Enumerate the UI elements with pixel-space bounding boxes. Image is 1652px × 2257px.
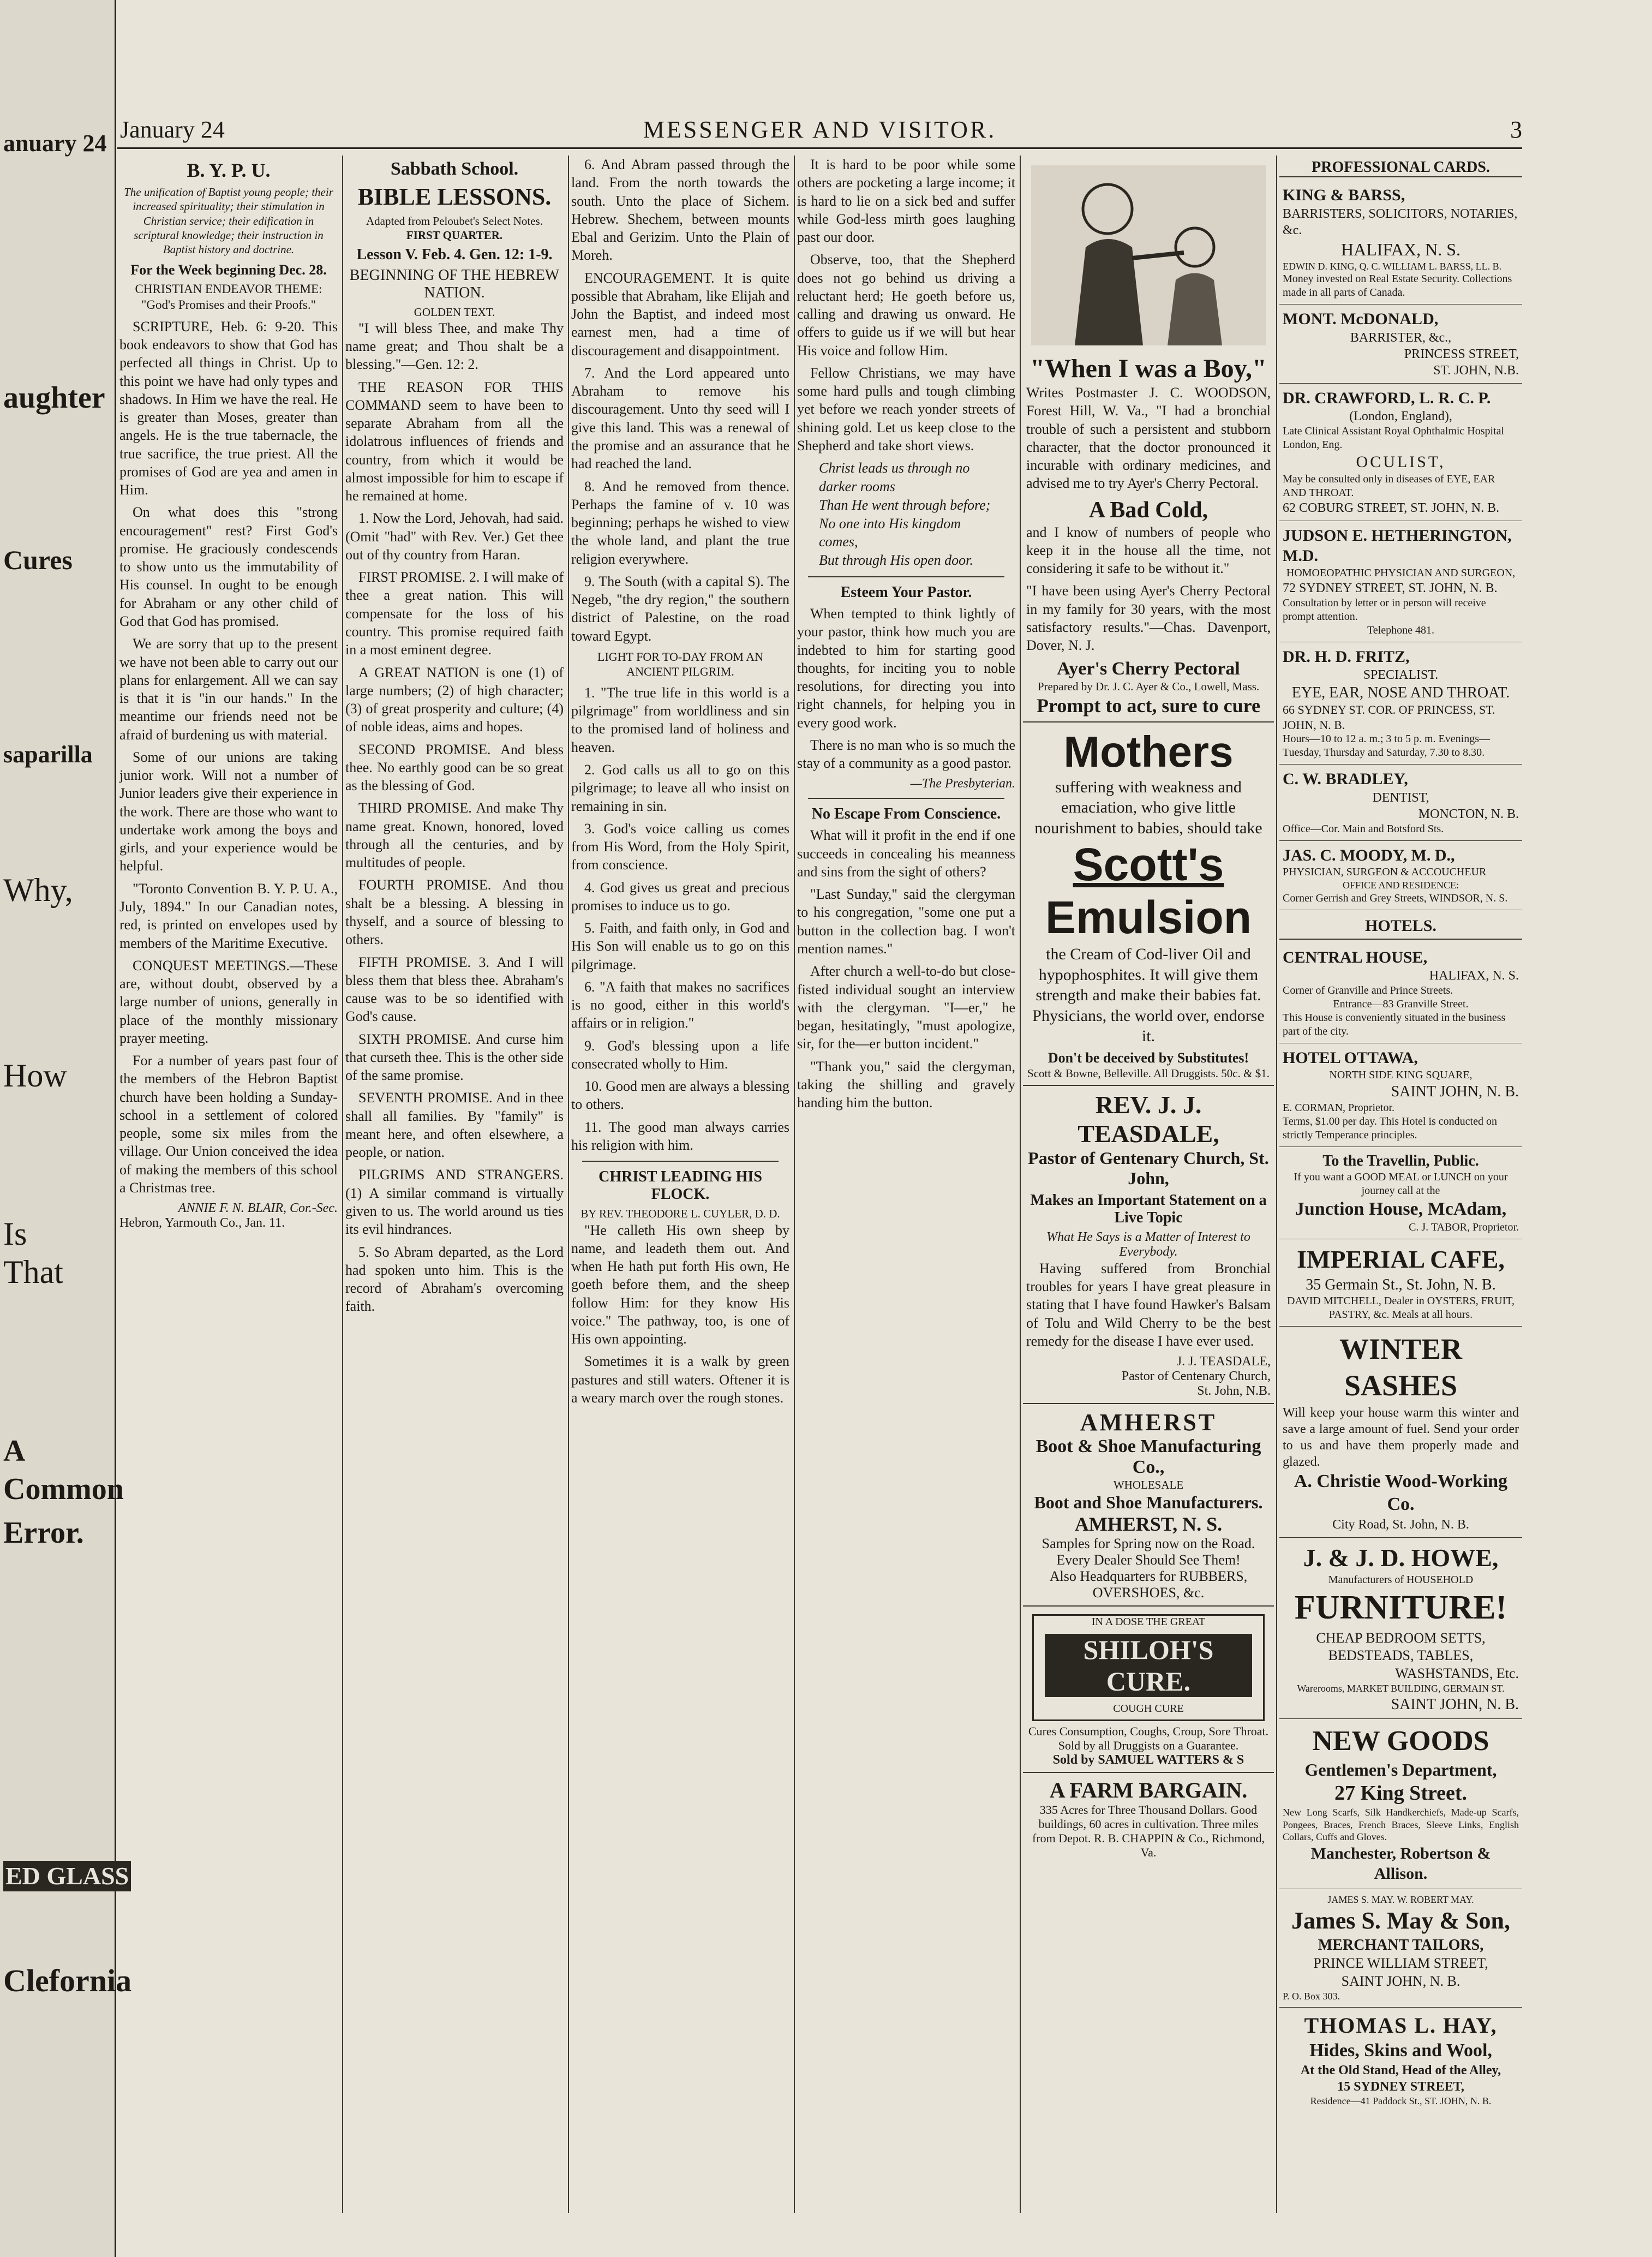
light-item: 9. God's blessing upon a life consecrated wholly to Him. bbox=[571, 1037, 789, 1072]
card-new-goods bbox=[1279, 1719, 1522, 1889]
furniture-heading: FURNITURE! bbox=[1294, 1589, 1507, 1626]
card-line: Consultation by letter or in person will receive prompt attention. bbox=[1283, 596, 1486, 623]
doctor-boy-illustration bbox=[1031, 165, 1266, 345]
king-street: 27 King Street. bbox=[1334, 1781, 1468, 1805]
header-title: MESSENGER AND VISITOR. bbox=[643, 116, 997, 143]
ayer-tagline: Prompt to act, sure to cure bbox=[1037, 694, 1260, 716]
bypu-paragraph: For a number of years past four of the members of the Hebron Baptist church have been holding a Sunday-school in a settlement of colored people, some six miles from the village. Our Union conceived the idea of making the members of this school a Christmas tree. bbox=[119, 1053, 338, 1196]
column-rule bbox=[568, 156, 569, 2213]
card-line: DENTIST, bbox=[1372, 790, 1429, 805]
hotel-line: E. CORMAN, Proprietor. bbox=[1283, 1101, 1394, 1114]
card-hay bbox=[1279, 2008, 1522, 2112]
column-rule bbox=[1276, 156, 1277, 2213]
card-line: Late Clinical Assistant Royal Ophthalmic Hospital London, Eng. bbox=[1283, 425, 1505, 451]
column-rule bbox=[794, 156, 795, 2213]
ayer-headline: "When I was a Boy," bbox=[1030, 354, 1267, 383]
verse-line: Than He went through before; bbox=[819, 497, 991, 513]
card-crawford bbox=[1279, 384, 1522, 521]
hotel-line: Entrance—83 Granville Street. bbox=[1333, 998, 1469, 1010]
divider bbox=[808, 576, 1004, 577]
ayer-maker: Prepared by Dr. J. C. Ayer & Co., Lowell, Mass. bbox=[1037, 680, 1260, 694]
card-line: HOMOEOPATHIC PHYSICIAN AND SURGEON, bbox=[1286, 566, 1516, 579]
teasdale-ad bbox=[1023, 1086, 1274, 1404]
card-howe-furniture bbox=[1279, 1538, 1522, 1719]
conscience-paragraph: What will it profit in the end if one succeeds in concealing his meanness and sins from the sight of others? bbox=[797, 827, 1015, 880]
flock-byline: BY REV. THEODORE L. CUYLER, D. D. bbox=[580, 1207, 780, 1221]
hay-sydney: 15 SYDNEY STREET, bbox=[1337, 2080, 1464, 2094]
shiloh-name: SHILOH'S CURE. bbox=[1045, 1634, 1252, 1697]
conscience-heading: No Escape From Conscience. bbox=[811, 805, 1001, 823]
light-item: 4. God gives us great and precious promises to induce us to go. bbox=[571, 879, 789, 913]
hay-alley: At the Old Stand, Head of the Alley, bbox=[1300, 2063, 1501, 2077]
card-winter-sashes bbox=[1279, 1327, 1522, 1538]
sabbath-heading: Sabbath School. bbox=[390, 159, 519, 179]
lesson-paragraph: 7. And the Lord appeared unto Abraham to remove his discouragement. Unto thy seed will I give this land. This was a renewal of the promise and an assurance that he had reached the land. bbox=[571, 365, 789, 472]
imperial-address: 35 Germain St., St. John, N. B. bbox=[1306, 1276, 1496, 1293]
teasdale-statement: Makes an Important Statement on a Live Topic bbox=[1030, 1191, 1267, 1226]
card-line: Telephone 481. bbox=[1367, 624, 1434, 636]
card-imperial-cafe bbox=[1279, 1239, 1522, 1327]
card-line: PHYSICIAN, SURGEON & ACCOUCHEUR bbox=[1283, 866, 1487, 878]
howe-sub: Manufacturers of HOUSEHOLD bbox=[1328, 1574, 1474, 1586]
column-articles bbox=[797, 156, 1015, 2213]
golden-text-label: GOLDEN TEXT. bbox=[414, 305, 495, 319]
new-goods-heading: NEW GOODS bbox=[1312, 1725, 1489, 1757]
junction-name: Junction House, McAdam, bbox=[1295, 1198, 1507, 1219]
travelling-heading: To the Travellin, Public. bbox=[1322, 1152, 1479, 1169]
card-line: HALIFAX, N. S. bbox=[1341, 239, 1461, 259]
scotts-emulsion-ad bbox=[1023, 723, 1274, 1086]
howe-name: J. & J. D. HOWE, bbox=[1303, 1543, 1499, 1572]
adapted-note: Adapted from Peloubet's Select Notes. bbox=[366, 214, 543, 228]
bypu-theme: CHRISTIAN ENDEAVOR THEME: "God's Promises and their Proofs." bbox=[135, 282, 322, 312]
strip-heading-6: Is bbox=[3, 1216, 27, 1252]
card-king-barss bbox=[1279, 181, 1522, 304]
flock-heading: CHRIST LEADING HIS FLOCK. bbox=[598, 1168, 762, 1203]
light-item: 1. "The true life in this world is a pilgrimage" from worldliness and sin to the promised land of holiness and heaven. bbox=[571, 684, 789, 755]
strip-heading-10: Error. bbox=[3, 1516, 84, 1550]
card-line: BARRISTER, &c., bbox=[1350, 330, 1452, 345]
may-heading: James S. May & Son, bbox=[1291, 1907, 1510, 1934]
may-street: PRINCE WILLIAM STREET, bbox=[1313, 1955, 1488, 1971]
bad-cold-heading: A Bad Cold, bbox=[1088, 497, 1208, 523]
winter-text: Will keep your house warm this winter and save a large amount of fuel. Send your order to us and have them properly made and glazed. bbox=[1283, 1405, 1519, 1469]
card-name: DR. H. D. FRITZ, bbox=[1283, 647, 1410, 666]
gentlemens-department: Gentlemen's Department, bbox=[1304, 1759, 1497, 1780]
lesson-paragraph: SEVENTH PROMISE. And in thee shall all families. By "family" is meant here, and often elsewhere, a people, or nation. bbox=[345, 1090, 564, 1161]
flock-paragraph: Fellow Christians, we may have some hard pulls and tough climbing yet before we reach yonder streets of shining gold. Let us keep close to the Shepherd and take short views. bbox=[797, 365, 1015, 453]
page-header bbox=[117, 115, 1522, 149]
previous-page-strip bbox=[0, 0, 132, 2257]
hay-hides: Hides, Skins and Wool, bbox=[1309, 2040, 1492, 2061]
page-number: 3 bbox=[1510, 116, 1522, 143]
strip-date: anuary 24 bbox=[3, 130, 107, 157]
lesson-paragraph: THE REASON FOR THIS COMMAND seem to have been to separate Abraham from all the idolatrous influences of friends and country, from which it would be almost impossible for him to escape if he remained at home. bbox=[345, 379, 564, 504]
hotel-name: HOTEL OTTAWA, bbox=[1283, 1049, 1418, 1067]
christie-address: City Road, St. John, N. B. bbox=[1332, 1517, 1469, 1532]
hay-name: THOMAS L. HAY, bbox=[1304, 2013, 1498, 2038]
card-line: OFFICE AND RESIDENCE: bbox=[1342, 880, 1459, 891]
strip-heading-3: saparilla bbox=[3, 741, 93, 768]
emulsion-text: the Cream of Cod-liver Oil and hypophosphites. It will give them strength and make their babies fat. Physicians, the world over, endorse it. bbox=[1032, 945, 1265, 1046]
shiloh-text: Cures Consumption, Coughs, Croup, Sore Throat. Sold by all Druggists on a Guarantee. bbox=[1028, 1724, 1269, 1752]
junction-intro: If you want a GOOD MEAL or LUNCH on your journey call at the bbox=[1294, 1171, 1508, 1197]
emulsion-name: Emulsion bbox=[1045, 892, 1252, 944]
manchester-name: Manchester, Robertson & Allison. bbox=[1310, 1844, 1491, 1883]
strip-heading-4: Why, bbox=[3, 872, 73, 908]
signature-line: Pastor of Centenary Church, bbox=[1121, 1369, 1271, 1384]
strip-heading-8: A bbox=[3, 1434, 26, 1468]
card-line: 62 COBURG STREET, ST. JOHN, N. B. bbox=[1283, 500, 1500, 515]
card-line: Office—Cor. Main and Botsford Sts. bbox=[1283, 822, 1444, 835]
bypu-paragraph: Some of our unions are taking junior work. Will not a number of Junior leaders give their experience in the work. There are those who want to undertake work among the boys and girls, and your experience would be helpful. bbox=[119, 749, 338, 874]
card-line: EDWIN D. KING, Q. C. WILLIAM L. BARSS, LL. B. bbox=[1283, 260, 1502, 272]
hotel-line: Corner of Granville and Prince Streets. bbox=[1283, 984, 1453, 996]
christie-name: A. Christie Wood-Working Co. bbox=[1294, 1471, 1508, 1514]
amherst-ad bbox=[1023, 1404, 1274, 1606]
conscience-paragraph: "Last Sunday," said the clergyman to his congregation, "some one put a button in the collection bag. I won't mention names." bbox=[797, 886, 1015, 957]
hymn-verse bbox=[819, 459, 993, 570]
bypu-paragraph: CONQUEST MEETINGS.—These are, without doubt, observed by a large number of unions, generally in place of the monthly missionary prayer meeting. bbox=[119, 957, 338, 1046]
card-line: BARRISTERS, SOLICITORS, NOTARIES, &c. bbox=[1283, 206, 1518, 237]
lesson-paragraph: FIFTH PROMISE. 3. And I will bless them that bless thee. Abraham's cause was to be so identified with God's cause. bbox=[345, 954, 564, 1025]
lesson-paragraph: A GREAT NATION is one (1) of large numbers; (2) of high character; (3) of great prosperity and culture; (4) of noble ideas, aims and hopes. bbox=[345, 664, 564, 735]
ayer-testimonial: "I have been using Ayer's Cherry Pectoral in my family for 30 years, with the most satisfactory results."—Chas. Davenport, Dover, N. J. bbox=[1026, 583, 1271, 654]
divider bbox=[808, 798, 1004, 799]
light-item: 3. God's voice calling us comes from His Word, from the Holy Spirit, from conscience. bbox=[571, 820, 789, 873]
rubbers-text: Also Headquarters for RUBBERS, OVERSHOES, &c. bbox=[1049, 1568, 1248, 1601]
bypu-paragraph: On what does this "strong encouragement" rest? First God's promise. He graciously condescends to show unto us the immutability of His counsel. In ought to be enough for Abraham or any other child of God that God has promised. bbox=[119, 504, 338, 629]
light-item: 10. Good men are always a blessing to others. bbox=[571, 1078, 789, 1113]
card-may-son bbox=[1279, 1889, 1522, 2008]
bypu-paragraph: SCRIPTURE, Heb. 6: 9-20. This book endeavors to show that God has perfected all things in Christ. Up to this point we have had only types and shadows. In Him we have the real. He is greater than Moses, greater than angels. He is the true tabernacle, the true sacrifice, the true priest. All the promises of God are yea and amen in Him. bbox=[119, 318, 338, 498]
flock-paragraph: Sometimes it is a walk by green pastures and still waters. Oftener it is a weary march over the rough stones. bbox=[571, 1353, 789, 1406]
samples-text: Samples for Spring now on the Road. Every Dealer Should See Them! bbox=[1042, 1535, 1255, 1568]
card-line: 72 SYDNEY STREET, ST. JOHN, N. B. bbox=[1283, 581, 1498, 595]
header-date: January 24 bbox=[120, 116, 225, 143]
hotel-line: Terms, $1.00 per day. This Hotel is conducted on strictly Temperance principles. bbox=[1283, 1115, 1497, 1141]
bypu-place: Hebron, Yarmouth Co., Jan. 11. bbox=[119, 1216, 285, 1231]
ayer-text: Writes Postmaster J. C. WOODSON, Forest Hill, W. Va., "I had a bronchial trouble of such a persistent and stubborn character, that the doctor pronounced it incurable with ordinary medicines, and advised me to try Ayer's Cherry Pectoral. bbox=[1026, 385, 1271, 492]
light-item: 2. God calls us all to go on this pilgrimage; to leave all who insist on remaining in sin. bbox=[571, 761, 789, 814]
lesson-paragraph: 9. The South (with a capital S). The Negeb, "the dry region," the southern district of Palestine, on the road toward Egypt. bbox=[571, 573, 789, 644]
lesson-paragraph: PILGRIMS AND STRANGERS. (1) A similar command is virtually given to us. The world around us ties its evil hindrances. bbox=[345, 1167, 564, 1238]
bypu-signoff: ANNIE F. N. BLAIR, Cor.-Sec. bbox=[178, 1201, 338, 1216]
card-line: 66 SYDNEY ST. COR. OF PRINCESS, ST. JOHN, N. B. bbox=[1283, 703, 1495, 732]
furniture-line: WASHSTANDS, Etc. bbox=[1395, 1665, 1519, 1681]
lesson-paragraph: 1. Now the Lord, Jehovah, had said. (Omit "had" with Rev. Ver.) Get thee out of thy country from Haran. bbox=[345, 510, 564, 563]
light-item: 11. The good man always carries his religion with him. bbox=[571, 1119, 789, 1154]
column-professional-cards bbox=[1279, 156, 1522, 2213]
card-name: C. W. BRADLEY, bbox=[1283, 770, 1408, 788]
bypu-paragraph: "Toronto Convention B. Y. P. U. A., July, 1894." In our Canadian notes, red, is printed on envelopes used by members of the Maritime Executive. bbox=[119, 880, 338, 951]
card-fritz bbox=[1279, 642, 1522, 765]
bad-cold-text: and I know of numbers of people who keep it in the house all the time, not considering it safe to be without it." bbox=[1026, 524, 1271, 577]
card-line: Corner Gerrish and Grey Streets, WINDSOR, N. S. bbox=[1283, 892, 1508, 904]
flock-paragraph: It is hard to be poor while some others are pocketing a large income; it is hard to lie on a sick bed and suffer while God-less mirth goes laughing past our door. bbox=[797, 157, 1015, 246]
card-line: MONCTON, N. B. bbox=[1418, 807, 1519, 821]
lesson-paragraph: 8. And he removed from thence. Perhaps the famine of v. 10 was beginning; perhaps he wished to view the whole land, and plant the true religion everywhere. bbox=[571, 478, 789, 567]
farm-ad bbox=[1023, 1773, 1274, 1864]
quarter-label: FIRST QUARTER. bbox=[406, 229, 503, 242]
may-names: JAMES S. MAY. W. ROBERT MAY. bbox=[1327, 1894, 1474, 1905]
column-advertisements bbox=[1023, 156, 1274, 2213]
howe-city: SAINT JOHN, N. B. bbox=[1391, 1695, 1519, 1713]
strip-heading-9: Common bbox=[3, 1472, 124, 1506]
conscience-paragraph: After church a well-to-do but close-fisted individual sought an interview with the clergyman. "I—er," he began, hesitatingly, "must apologize, sir, for the—er button incident." bbox=[797, 963, 1015, 1052]
card-line: OCULIST, bbox=[1356, 453, 1446, 471]
card-line: Money invested on Real Estate Security. Collections made in all parts of Canada. bbox=[1283, 273, 1512, 298]
column-lesson-continued bbox=[571, 156, 789, 2213]
shiloh-box bbox=[1032, 1614, 1265, 1721]
farm-text: 335 Acres for Three Thousand Dollars. Good buildings, 60 acres in cultivation. Three miles from Depot. R. B. CHAPPIN & Co., Richmond, Va. bbox=[1032, 1802, 1265, 1859]
golden-text: "I will bless Thee, and make Thy name great; and Thou shalt be a blessing."—Gen. 12: 2. bbox=[345, 320, 564, 373]
card-mcdonald bbox=[1279, 304, 1522, 384]
card-central-house bbox=[1279, 943, 1522, 1044]
teasdale-role: Pastor of Gentenary Church, St. John, bbox=[1028, 1148, 1269, 1188]
farm-heading: A FARM BARGAIN. bbox=[1049, 1777, 1248, 1802]
hay-residence: Residence—41 Paddock St., ST. JOHN, N. B. bbox=[1310, 2095, 1492, 2106]
strip-heading-2: Cures bbox=[3, 545, 73, 575]
card-line: May be consulted only in diseases of EYE, EAR AND THROAT. bbox=[1283, 473, 1495, 499]
card-line: PRINCESS STREET, bbox=[1404, 347, 1519, 361]
light-item: 5. Faith, and faith only, in God and His Son will enable us to go on this pilgrimage. bbox=[571, 920, 789, 972]
column-rule bbox=[1020, 156, 1021, 2213]
card-line: SPECIALIST. bbox=[1363, 668, 1439, 682]
card-name: DR. CRAWFORD, L. R. C. P. bbox=[1283, 389, 1491, 407]
column-rule bbox=[342, 156, 343, 2213]
lesson-paragraph: ENCOURAGEMENT. It is quite possible that Abraham, like Elijah and John the Baptist, and indeed most earnest men, had a time of discouragement and disappointment. bbox=[571, 270, 789, 359]
lesson-paragraph: THIRD PROMISE. And make Thy name great. Known, honored, loved through all the centuries, and by multitudes of people. bbox=[345, 800, 564, 871]
verse-line: But through His open door. bbox=[819, 552, 973, 569]
card-line: Hours—10 to 12 a. m.; 3 to 5 p. m. Evenings—Tuesday, Thursday and Saturday, 7.30 to 8.30. bbox=[1283, 733, 1490, 759]
bypu-heading: B. Y. P. U. bbox=[187, 159, 271, 181]
card-name: JAS. C. MOODY, M. D., bbox=[1283, 846, 1455, 864]
amherst-location: AMHERST, N. S. bbox=[1074, 1513, 1223, 1535]
teasdale-name: REV. J. J. TEASDALE, bbox=[1078, 1090, 1219, 1148]
strip-heading-5: How bbox=[3, 1058, 67, 1094]
imperial-text: DAVID MITCHELL, Dealer in OYSTERS, FRUIT, PASTRY, &c. Meals at all hours. bbox=[1286, 1294, 1515, 1321]
card-hetherington bbox=[1279, 521, 1522, 642]
teasdale-sub: What He Says is a Matter of Interest to Everybody. bbox=[1046, 1229, 1250, 1259]
lesson-paragraph: SIXTH PROMISE. And curse him that curseth thee. This is the other side of the same promise. bbox=[345, 1031, 564, 1084]
ayer-product: Ayer's Cherry Pectoral bbox=[1057, 659, 1240, 679]
light-heading: LIGHT FOR TO-DAY FROM AN ANCIENT PILGRIM. bbox=[597, 649, 763, 679]
sold-by: Sold by SAMUEL WATTERS & S bbox=[1052, 1752, 1244, 1767]
hotel-line: SAINT JOHN, N. B. bbox=[1391, 1083, 1519, 1100]
card-bradley bbox=[1279, 765, 1522, 841]
card-line: (London, England), bbox=[1349, 409, 1452, 423]
card-name: KING & BARSS, bbox=[1283, 186, 1405, 204]
hotel-line: HALIFAX, N. S. bbox=[1429, 969, 1519, 983]
divider bbox=[582, 1161, 779, 1162]
amherst-heading: AMHERST bbox=[1080, 1409, 1217, 1436]
amherst-company: Boot & Shoe Manufacturing Co., bbox=[1036, 1436, 1261, 1478]
esteem-credit: —The Presbyterian. bbox=[910, 777, 1015, 791]
teasdale-text: Having suffered from Bronchial troubles for years I have great pleasure in stating that I have found Hawker's Balsam of Tolu and Wild Cherry to be the best remedy for the disease I have ever used. bbox=[1026, 1260, 1271, 1350]
strip-heading-12: Clefornia bbox=[3, 1963, 132, 1998]
signature-line: J. J. TEASDALE, bbox=[1176, 1354, 1271, 1369]
lesson-paragraph: FOURTH PROMISE. And thou shalt be a blessing. A blessing in thyself, and a source of blessing to others. bbox=[345, 877, 564, 948]
card-hotel-ottawa bbox=[1279, 1043, 1522, 1147]
card-name: JUDSON E. HETHERINGTON, M.D. bbox=[1283, 526, 1512, 565]
strip-heading-11: ED GLASS bbox=[3, 1861, 131, 1891]
substitutes-warning: Don't be deceived by Substitutes! bbox=[1048, 1049, 1249, 1066]
imperial-name: IMPERIAL CAFE, bbox=[1297, 1245, 1505, 1273]
mothers-heading: Mothers bbox=[1063, 727, 1234, 776]
signature-line: St. John, N.B. bbox=[1197, 1384, 1271, 1399]
teasdale-signature bbox=[1026, 1354, 1271, 1399]
lesson-ref: Lesson V. Feb. 4. Gen. 12: 1-9. bbox=[356, 246, 553, 263]
furniture-line: CHEAP BEDROOM SETTS, bbox=[1316, 1629, 1486, 1646]
card-line: ST. JOHN, N.B. bbox=[1433, 363, 1519, 378]
bible-lessons-heading: BIBLE LESSONS. bbox=[357, 183, 552, 210]
card-moody bbox=[1279, 841, 1522, 910]
lesson-paragraph: FIRST PROMISE. 2. I will make of thee a great nation. This will compensate for the loss of his country. This promise required faith in a most eminent degree. bbox=[345, 569, 564, 658]
lesson-paragraph: SECOND PROMISE. And bless thee. No earthly good can be so great as the blessing of God. bbox=[345, 741, 564, 794]
verse-line: Christ leads us through no darker rooms bbox=[819, 460, 970, 495]
ayer-ad bbox=[1023, 156, 1274, 723]
column-bypu bbox=[119, 156, 338, 2213]
bypu-intro: The unification of Baptist young people; their increased spirituality; their stimulation in Christian service; their edification in scriptural knowledge; their instruction in Baptist history and doctrine. bbox=[124, 186, 333, 256]
bypu-paragraph: We are sorry that up to the present we have not been able to carry out our plans for enlargement. All we can say is that it is "in our hands." In the meantime our friends need not be afraid of burdening us with material. bbox=[119, 636, 338, 743]
lesson-title: BEGINNING OF THE HEBREW NATION. bbox=[349, 266, 560, 301]
boot-shoe: Boot and Shoe Manufacturers. bbox=[1034, 1492, 1263, 1512]
light-item: 6. "A faith that makes no sacrifices is no good, either in this world's affairs or in religion." bbox=[571, 978, 789, 1031]
scotts-name: Scott's bbox=[1073, 839, 1224, 891]
newspaper-page bbox=[117, 115, 1522, 2221]
esteem-paragraph: There is no man who is so much the stay of a community as a good pastor. bbox=[797, 737, 1015, 772]
esteem-heading: Esteem Your Pastor. bbox=[840, 584, 972, 601]
lesson-paragraph: 6. And Abram passed through the land. From the north towards the south. Unto the place of Sichem. Hebrew. Shechem, between mounts Ebal and Gerizim. Unto the Plain of Moreh. bbox=[571, 157, 789, 264]
may-city: SAINT JOHN, N. B. bbox=[1341, 1973, 1461, 1989]
hotel-line: This House is conveniently situated in the business part of the city. bbox=[1283, 1012, 1506, 1037]
hotel-name: CENTRAL HOUSE, bbox=[1283, 948, 1428, 966]
bypu-week: For the Week beginning Dec. 28. bbox=[130, 262, 327, 278]
may-merchant: MERCHANT TAILORS, bbox=[1318, 1937, 1484, 1954]
junction-proprietor: C. J. TABOR, Proprietor. bbox=[1409, 1221, 1519, 1233]
lesson-paragraph: 5. So Abram departed, as the Lord had spoken unto him. This is the record of Abraham's overcoming faith. bbox=[345, 1244, 564, 1315]
card-junction-house bbox=[1279, 1147, 1522, 1240]
winter-heading: WINTER SASHES bbox=[1339, 1332, 1463, 1402]
shiloh-ad bbox=[1023, 1607, 1274, 1773]
flock-paragraph: "He calleth His own sheep by name, and leadeth them out. And when He hath put forth His own, He goeth before them, and the sheep follow Him: for they know His voice." The pathway, too, is one of His own appointing. bbox=[571, 1222, 789, 1347]
hotel-line: NORTH SIDE KING SQUARE, bbox=[1329, 1068, 1473, 1081]
mothers-text: suffering with weakness and emaciation, who give little nourishment to babies, should take bbox=[1034, 778, 1262, 837]
professional-cards-heading: PROFESSIONAL CARDS. bbox=[1279, 159, 1522, 177]
scott-maker: Scott & Bowne, Belleville. All Druggists. 50c. & $1. bbox=[1027, 1066, 1270, 1080]
card-line: EYE, EAR, NOSE AND THROAT. bbox=[1291, 684, 1510, 701]
verse-line: No one into His kingdom comes, bbox=[819, 515, 961, 550]
furniture-line: BEDSTEADS, TABLES, bbox=[1328, 1647, 1474, 1663]
cure-top-text: IN A DOSE THE GREAT bbox=[1091, 1615, 1206, 1628]
howe-wareroom: Warerooms, MARKET BUILDING, GERMAIN ST. bbox=[1297, 1683, 1505, 1694]
card-name: MONT. McDONALD, bbox=[1283, 310, 1439, 328]
flock-paragraph: Observe, too, that the Shepherd does not go behind us driving a reluctant herd; He goeth before us, calling and drawing us onward. He offers to guide us if we will but hear His voice and follow Him. bbox=[797, 252, 1015, 359]
may-box: P. O. Box 303. bbox=[1283, 1991, 1340, 2002]
conscience-paragraph: "Thank you," said the clergyman, taking the shilling and gravely handing him the button. bbox=[797, 1058, 1015, 1111]
strip-heading-1: aughter bbox=[3, 381, 105, 415]
column-sabbath-school bbox=[345, 156, 564, 2213]
strip-heading-7: That bbox=[3, 1254, 63, 1290]
hotels-heading: HOTELS. bbox=[1279, 913, 1522, 940]
gentlemens-text: New Long Scarfs, Silk Handkerchiefs, Made-up Scarfs, Pongees, Braces, French Braces, Sleeve Links, English Collars, Cuffs and Gloves. bbox=[1283, 1807, 1519, 1842]
cure-bottom-text: COUGH CURE bbox=[1113, 1702, 1184, 1715]
wholesale-label: WHOLESALE bbox=[1113, 1478, 1184, 1492]
esteem-paragraph: When tempted to think lightly of your pastor, think how much you are indebted to him for starting good thoughts, for inciting you to noble resolutions, for directing you into right channels, for helping you in every good work. bbox=[797, 606, 1015, 731]
